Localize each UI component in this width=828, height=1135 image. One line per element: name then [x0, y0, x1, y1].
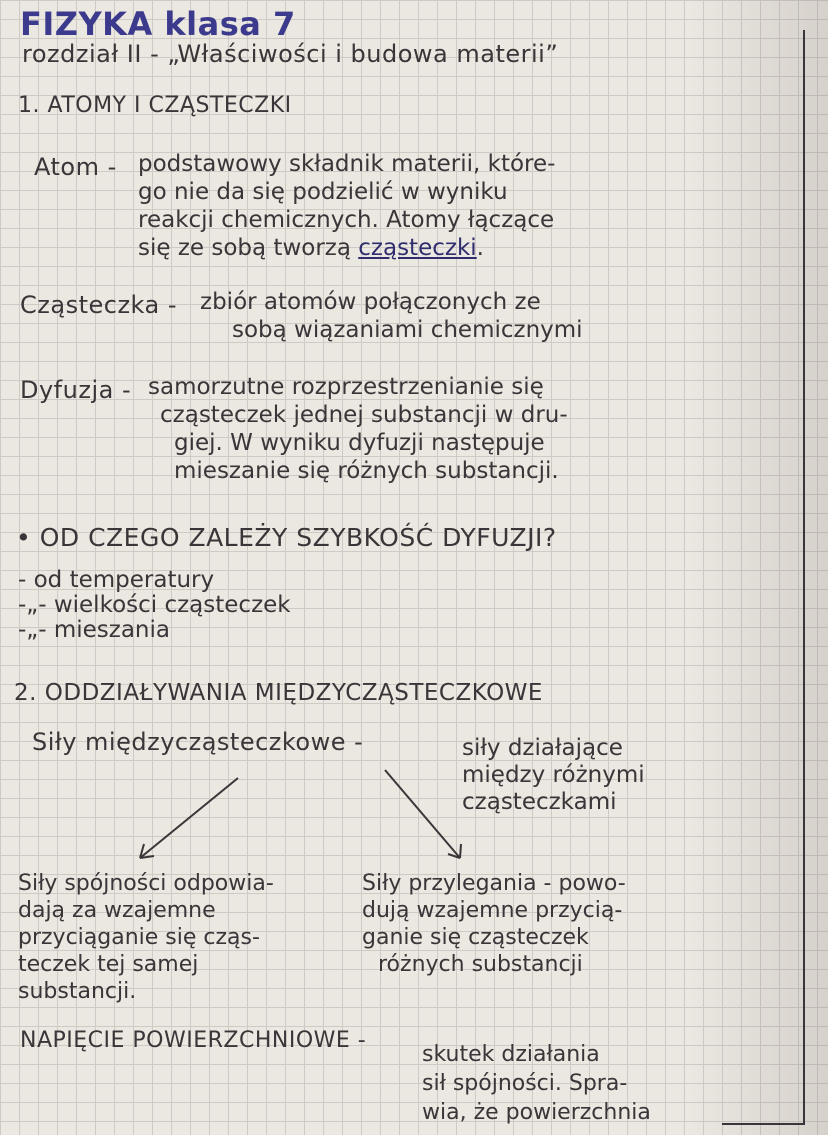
tension-term: NAPIĘCIE POWIERZCHNIOWE -: [20, 1028, 367, 1053]
czasteczka-term: Cząsteczka -: [20, 291, 178, 319]
atom-term: Atom -: [34, 153, 117, 181]
text-line: reakcji chemicznych. Atomy łączące: [138, 207, 555, 233]
chapter-heading: rozdział II - „Właściwości i budowa materii”: [22, 40, 559, 68]
text-line: siły działające: [462, 735, 623, 761]
text-line: sił spójności. Spra-: [422, 1071, 628, 1096]
text-line: cząsteczek jednej substancji w dru-: [160, 402, 568, 428]
forces-term: Siły międzycząsteczkowe -: [32, 728, 364, 756]
list-item: -„- mieszania: [18, 617, 170, 643]
text-line: dają za wzajemne: [18, 898, 216, 923]
continuation-line: [722, 1123, 805, 1125]
arrow-left: [140, 778, 238, 858]
text-line: mieszanie się różnych substancji.: [174, 458, 559, 484]
text-span: .: [476, 235, 484, 261]
text-line: giej. W wyniku dyfuzji następuje: [174, 430, 545, 456]
text-line: różnych substancji: [378, 952, 583, 977]
text-line: teczek tej samej: [18, 952, 199, 977]
text-line: go nie da się podzielić w wyniku: [138, 179, 508, 205]
underlined-term: cząsteczki: [358, 235, 477, 261]
text-line: zbiór atomów połączonych ze: [200, 289, 541, 315]
text-line: sobą wiązaniami chemicznymi: [232, 317, 583, 343]
page-title: FIZYKA klasa 7: [20, 5, 296, 43]
adhesion-definition: [362, 870, 626, 978]
margin-line: [803, 30, 805, 1125]
text-line: między różnymi: [462, 762, 645, 788]
arrow-right: [385, 770, 460, 858]
text-line: Siły spójności odpowia-: [18, 871, 274, 896]
cohesion-definition: [18, 870, 274, 1005]
section-2-heading: 2. ODDZIAŁYWANIA MIĘDZYCZĄSTECZKOWE: [14, 680, 543, 706]
text-line: ganie się cząsteczek: [362, 925, 589, 950]
text-line: substancji.: [18, 979, 137, 1004]
text-line: dują wzajemne przycią-: [362, 898, 623, 923]
question-heading: • OD CZEGO ZALEŻY SZYBKOŚĆ DYFUZJI?: [16, 523, 557, 552]
tension-definition: [422, 1040, 651, 1127]
list-item: -„- wielkości cząsteczek: [18, 592, 291, 618]
text-line: skutek działania: [422, 1042, 600, 1067]
dyfuzja-term: Dyfuzja -: [20, 376, 132, 404]
text-line: Siły przylegania - powo-: [362, 871, 626, 896]
list-item: - od temperatury: [18, 567, 215, 593]
text-span: się ze sobą tworzą: [138, 235, 351, 261]
text-line: przyciąganie się cząs-: [18, 925, 260, 950]
text-line: cząsteczkami: [462, 789, 617, 815]
text-line: wia, że powierzchnia: [422, 1100, 651, 1125]
text-line: podstawowy składnik materii, które-: [138, 151, 556, 177]
section-1-heading: 1. ATOMY I CZĄSTECZKI: [18, 93, 292, 118]
text-line: samorzutne rozprzestrzenianie się: [148, 374, 544, 400]
